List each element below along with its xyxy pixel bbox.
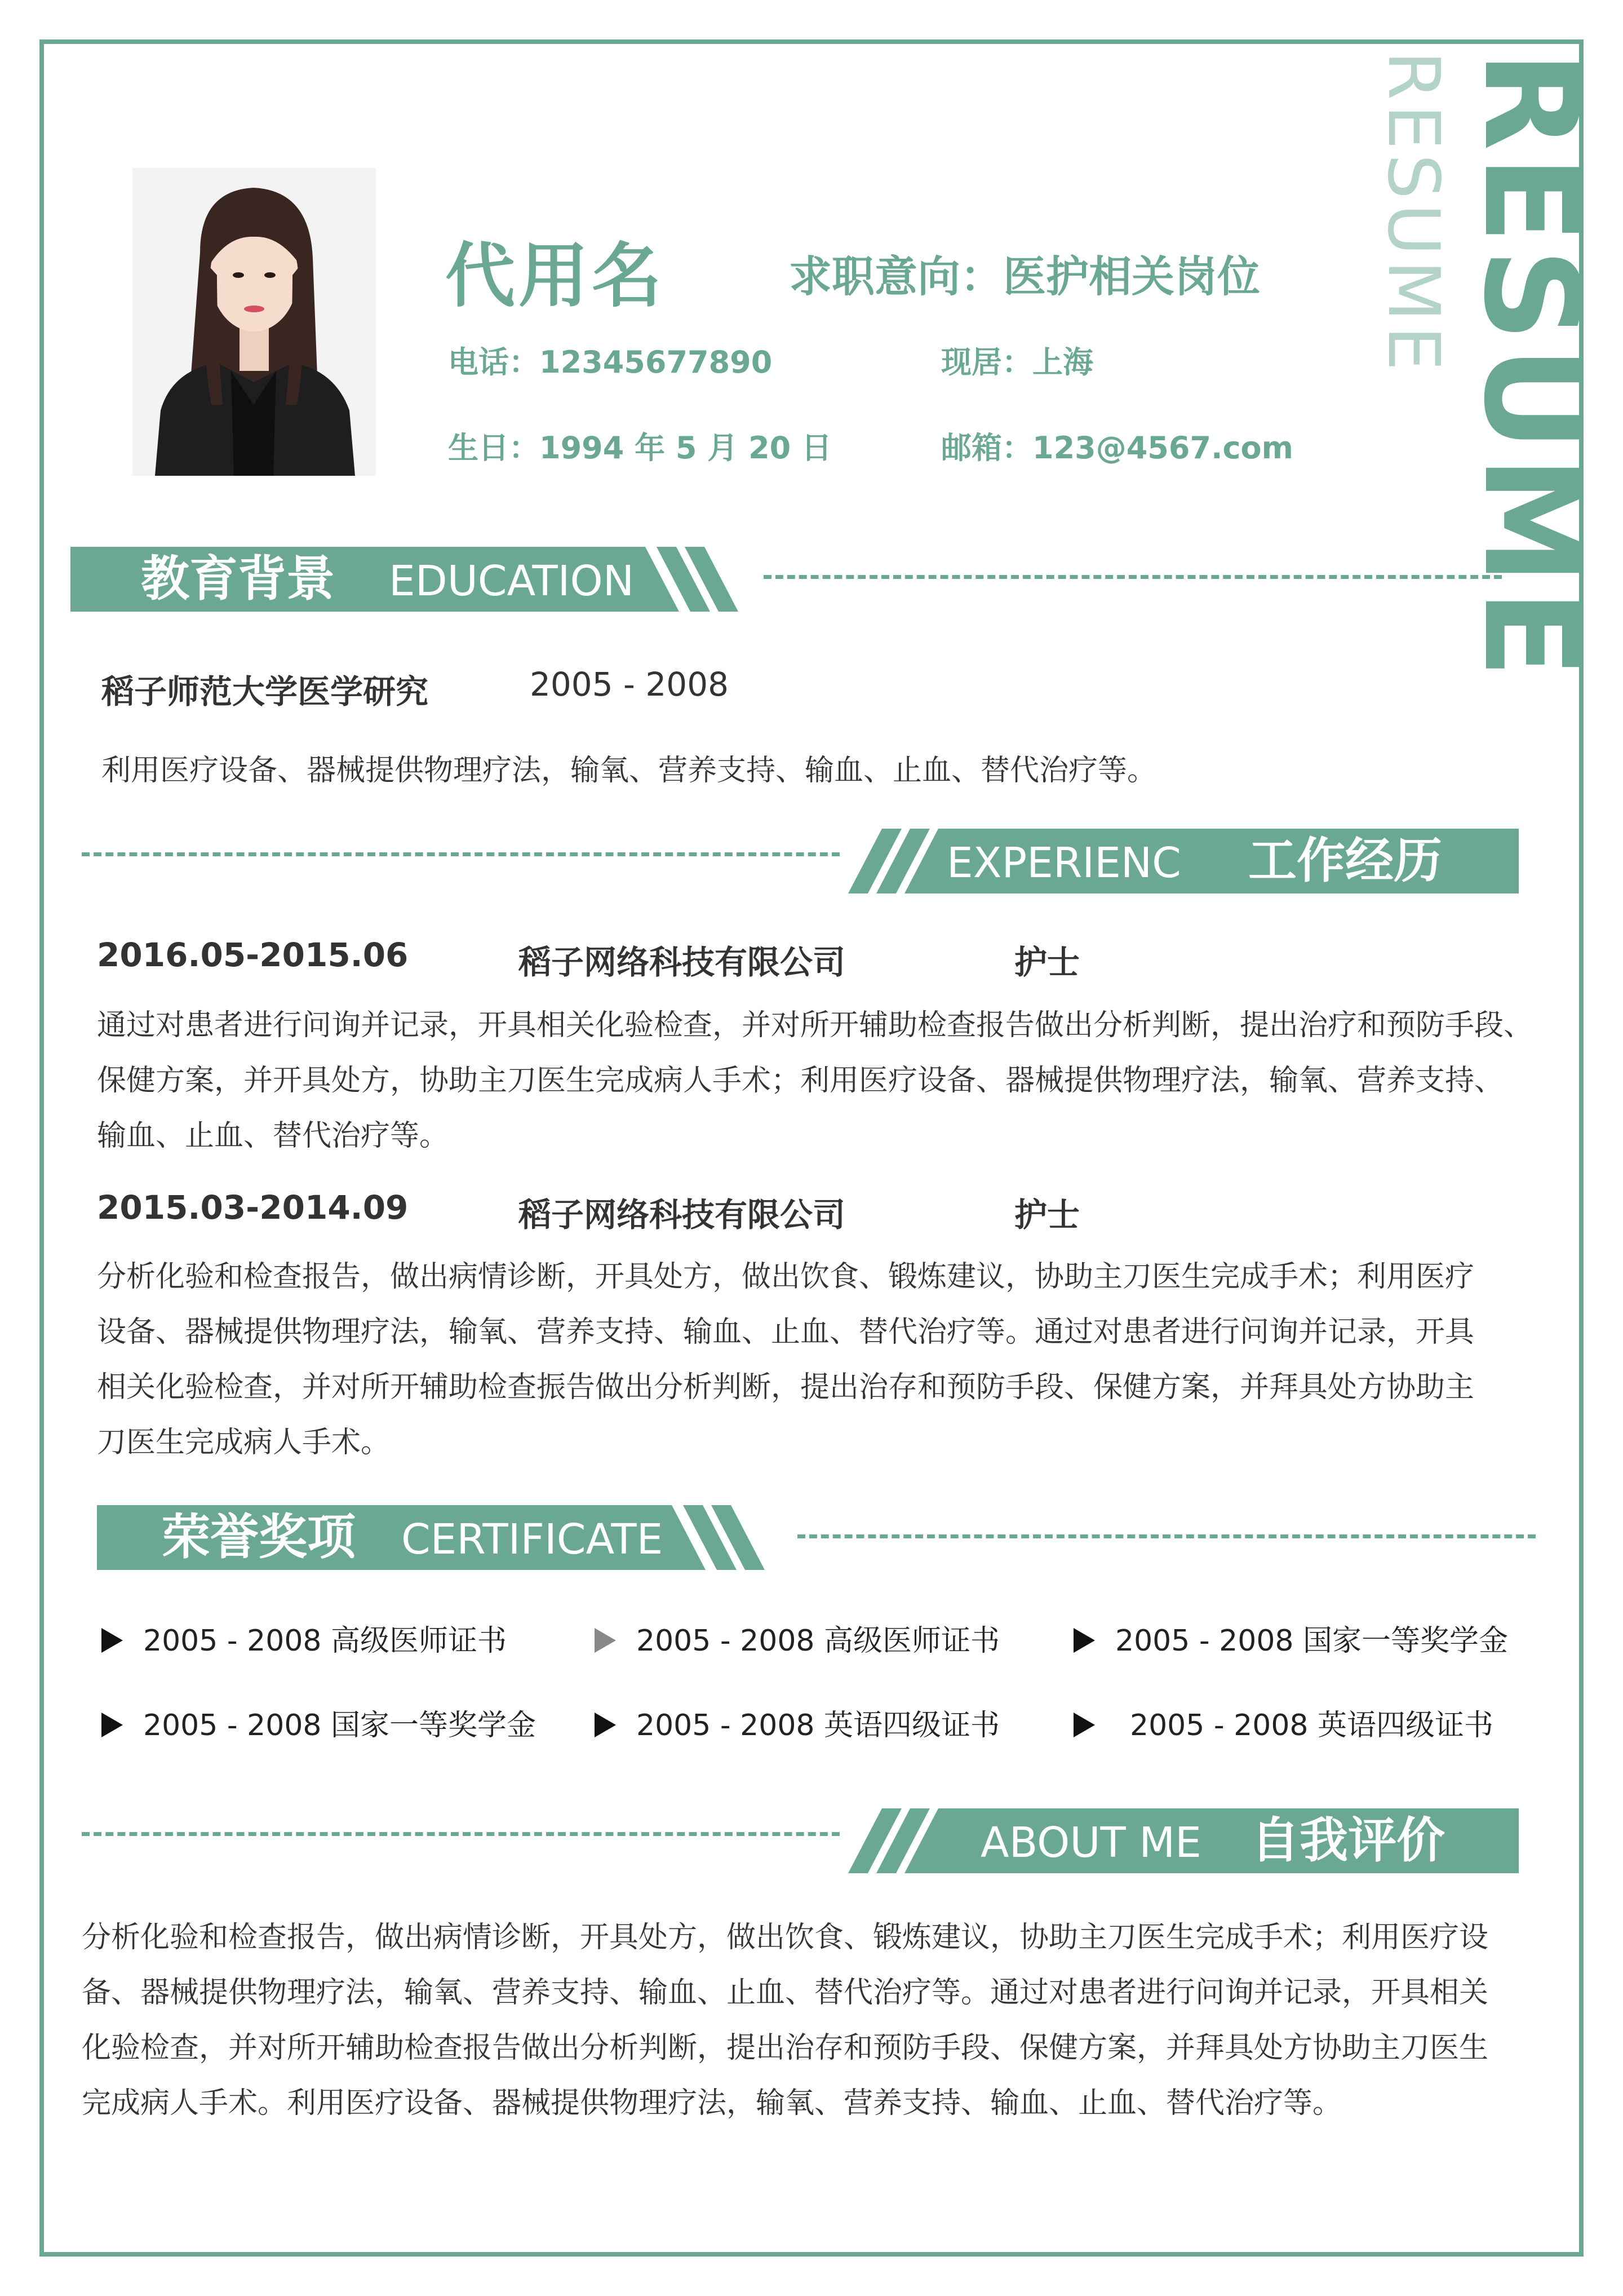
job-1-description: [97, 998, 1551, 1164]
award-text: 2005 - 2008 高级医师证书: [636, 1624, 1000, 1658]
bullet-triangle-icon: [595, 1713, 616, 1737]
job-2-company: 稻子网络科技有限公司: [518, 1196, 846, 1234]
about-divider: [82, 1832, 840, 1836]
award-item: [595, 1617, 1000, 1659]
candidate-name: 代用名: [445, 236, 666, 317]
education-title-cn: 教育背景: [141, 551, 335, 607]
award-item: [101, 1617, 507, 1659]
education-description: 利用医疗设备、器械提供物理疗法，输氧、营养支持、输血、止血、替代治疗等。: [101, 754, 1157, 788]
awards-divider: [797, 1534, 1536, 1538]
award-text: 2005 - 2008 国家一等奖学金: [1115, 1624, 1509, 1658]
awards-title-cn: 荣誉奖项: [162, 1509, 356, 1565]
job-1-line: 保健方案，并开具处方，协助主刀医生完成病人手术；利用医疗设备、器械提供物理疗法，输氧、营养支持、: [97, 1064, 1504, 1098]
phone-info: 电话：12345677890: [448, 344, 773, 380]
award-text: 2005 - 2008 高级医师证书: [143, 1624, 507, 1658]
education-divider: [764, 575, 1502, 579]
bullet-triangle-icon: [101, 1628, 123, 1653]
avatar-photo: [132, 168, 376, 476]
resume-watermark-small: RESUME: [1372, 51, 1455, 375]
awards-banner: [97, 1505, 768, 1570]
job-1-period: 2016.05-2015.06: [97, 936, 409, 974]
job-2-description: [97, 1249, 1551, 1470]
award-text: 2005 - 2008 英语四级证书: [636, 1709, 1000, 1742]
birthday-info: 生日：1994 年 5 月 20 日: [448, 430, 832, 466]
bullet-triangle-icon: [101, 1713, 123, 1737]
job-2-line: 分析化验和检查报告，做出病情诊断，开具处方，做出饮食、锻炼建议，协助主刀医生完成手术；利用医疗: [97, 1260, 1475, 1294]
bullet-triangle-icon: [595, 1628, 616, 1653]
about-title-en: ABOUT ME: [981, 1819, 1201, 1867]
education-period: 2005 - 2008: [530, 665, 729, 704]
email-info: 邮箱：123@4567.com: [941, 430, 1293, 466]
job-2-line: 刀医生完成病人手术。: [97, 1426, 391, 1459]
experience-title-en: EXPERIENC: [947, 839, 1181, 887]
experience-title-cn: 工作经历: [1248, 833, 1442, 889]
job-1-line: 输血、止血、替代治疗等。: [97, 1119, 449, 1153]
job-intent: 求职意向：医护相关岗位: [789, 251, 1260, 302]
about-line: 分析化验和检查报告，做出病情诊断，开具处方，做出饮食、锻炼建议，协助主刀医生完成手术；利用医疗设: [82, 1921, 1489, 1954]
job-1-role: 护士: [1014, 943, 1080, 981]
residence-info: 现居：上海: [941, 344, 1093, 380]
award-text: 2005 - 2008 英语四级证书: [1130, 1709, 1494, 1742]
job-1-line: 通过对患者进行问询并记录，开具相关化验检查，并对所开辅助检查报告做出分析判断，提出治疗和预防手段、: [97, 1008, 1533, 1042]
experience-divider: [82, 852, 840, 856]
job-2-line: 设备、器械提供物理疗法，输氧、营养支持、输血、止血、替代治疗等。通过对患者进行问询并记录，开具: [97, 1315, 1475, 1349]
job-2-role: 护士: [1014, 1196, 1080, 1234]
about-title-cn: 自我评价: [1251, 1812, 1445, 1869]
education-title-en: EDUCATION: [389, 557, 635, 605]
about-line: 完成病人手术。利用医疗设备、器械提供物理疗法，输氧、营养支持、输血、止血、替代治疗等。: [82, 2086, 1342, 2120]
resume-watermark-large: RESUME: [1455, 51, 1606, 683]
education-school: 稻子师范大学医学研究: [101, 673, 429, 711]
job-2-period: 2015.03-2014.09: [97, 1188, 409, 1227]
experience-banner: [848, 829, 1519, 893]
job-1-company: 稻子网络科技有限公司: [518, 943, 846, 981]
about-line: 化验检查，并对所开辅助检查报告做出分析判断，提出治存和预防手段、保健方案，并拜具处方协助主刀医生: [82, 2031, 1489, 2065]
bullet-triangle-icon: [1074, 1713, 1095, 1737]
award-item: [595, 1701, 1000, 1744]
award-item: [1074, 1617, 1508, 1659]
job-2-line: 相关化验检查，并对所开辅助检查振告做出分析判断，提出治存和预防手段、保健方案，并拜具处方协助主: [97, 1370, 1475, 1404]
about-banner: [848, 1808, 1519, 1873]
awards-title-en: CERTIFICATE: [401, 1515, 663, 1564]
award-item: [101, 1701, 536, 1744]
about-line: 备、器械提供物理疗法，输氧、营养支持、输血、止血、替代治疗等。通过对患者进行问询并记录，开具相关: [82, 1976, 1489, 2010]
award-item: [1074, 1701, 1493, 1744]
education-banner: [70, 547, 741, 612]
about-description: [82, 1910, 1547, 2131]
award-text: 2005 - 2008 国家一等奖学金: [143, 1709, 536, 1742]
bullet-triangle-icon: [1074, 1628, 1095, 1653]
